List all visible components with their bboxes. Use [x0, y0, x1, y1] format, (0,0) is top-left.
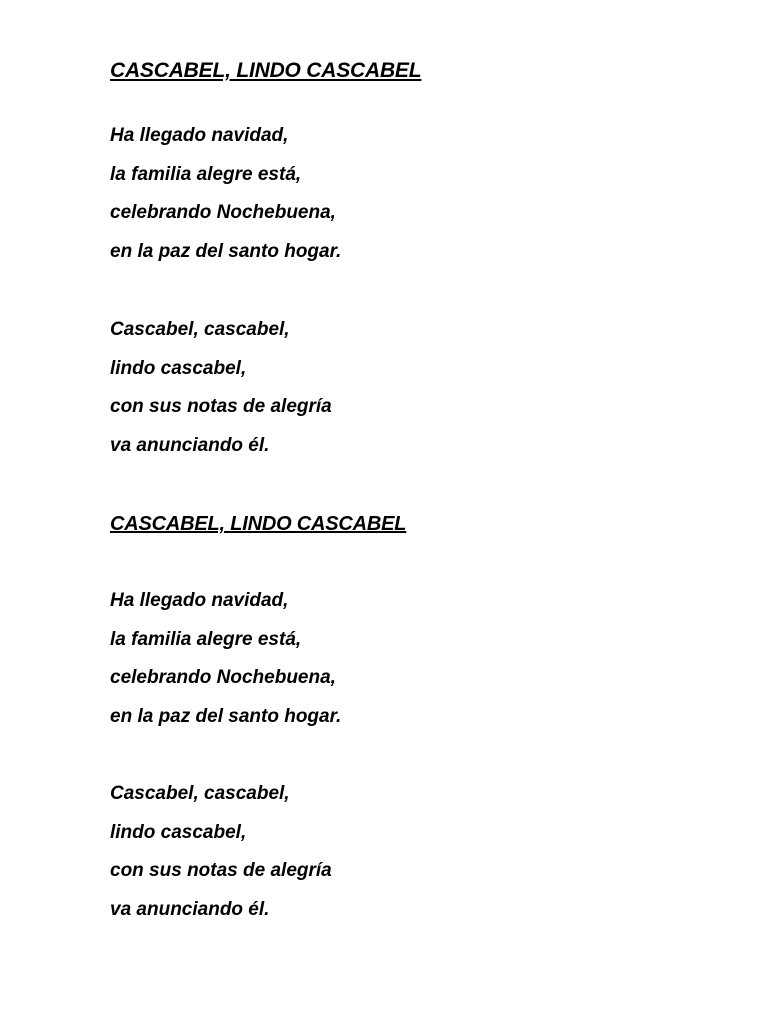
lyric-line: celebrando Nochebuena, — [110, 667, 336, 689]
song-title: CASCABEL, LINDO CASCABEL — [110, 513, 407, 535]
song-title-1 — [110, 59, 710, 83]
lyric-line: Cascabel, cascabel, — [110, 319, 290, 340]
lyric-line: va anunciando él. — [110, 435, 270, 457]
lyric-line: Ha llegado navidad, — [110, 125, 289, 146]
chorus-1 — [110, 318, 710, 458]
lyric-line: con sus notas de alegría — [110, 860, 332, 882]
verse-1 — [110, 124, 710, 264]
lyric-line: Cascabel, cascabel, — [110, 783, 290, 804]
song-title: CASCABEL, LINDO CASCABEL — [110, 59, 422, 82]
chorus-2 — [110, 782, 710, 922]
lyric-line: la familia alegre está, — [110, 628, 302, 650]
lyric-line: lindo cascabel, — [110, 821, 247, 843]
lyric-line: Ha llegado navidad, — [110, 590, 289, 611]
lyric-line: con sus notas de alegría — [110, 396, 332, 418]
lyric-line: lindo cascabel, — [110, 357, 247, 379]
lyric-line: en la paz del santo hogar. — [110, 706, 342, 728]
lyric-line: va anunciando él. — [110, 899, 270, 921]
song-title-2 — [110, 512, 710, 536]
lyric-line: celebrando Nochebuena, — [110, 202, 336, 224]
lyric-line: en la paz del santo hogar. — [110, 241, 342, 263]
lyric-line: la familia alegre está, — [110, 163, 302, 185]
verse-2 — [110, 589, 710, 729]
